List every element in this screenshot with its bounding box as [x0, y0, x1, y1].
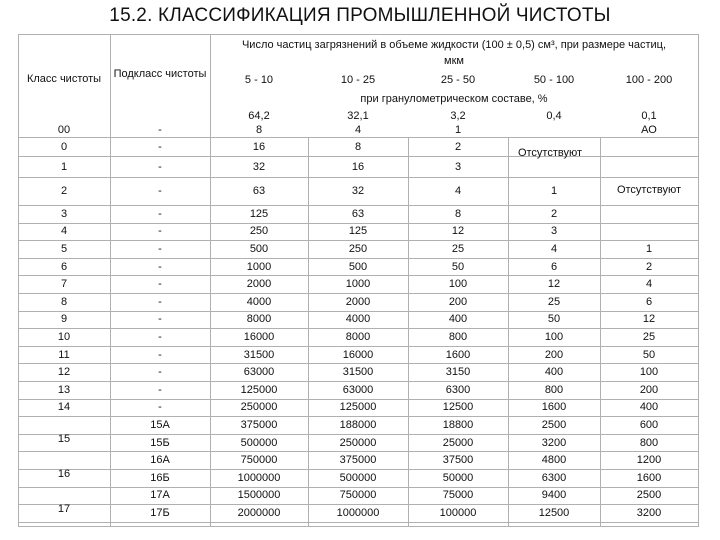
table-hline — [18, 275, 698, 276]
cell-value: 2000 — [246, 278, 272, 291]
cell-value: 16 — [252, 140, 266, 153]
cell-value: 100 — [448, 278, 468, 291]
header-percent: 0,1 — [641, 110, 657, 122]
header-size: 25 - 50 — [440, 74, 476, 86]
table-hline — [18, 177, 698, 178]
header-subclass: Подкласс чистоты — [113, 68, 207, 80]
cell-value: 2 — [454, 140, 462, 153]
cell-absent: Отсутствуют — [517, 147, 583, 159]
cell-subclass: - — [158, 124, 162, 136]
cell-class: 14 — [57, 401, 71, 414]
cell-value: 1 — [454, 124, 462, 136]
cell-class: 0 — [60, 140, 68, 153]
cell-value: 250000 — [240, 401, 278, 414]
cell-class: 7 — [60, 278, 68, 291]
cell-value: АО — [641, 124, 657, 136]
cell-class: 10 — [57, 331, 71, 343]
cell-value: 250000 — [339, 436, 377, 449]
cell-value: 2 — [550, 207, 558, 220]
header-particles-line1: Число частиц загрязнений в объеме жидкости (100 ± 0,5) см³, при размере частиц, — [241, 39, 667, 51]
cell-value: 1500000 — [237, 489, 281, 502]
header-particles-line2: мкм — [444, 55, 464, 67]
classification-table — [18, 34, 698, 527]
cell-value: 12500 — [442, 401, 474, 414]
header-granulometric: при гранулометрическом составе, % — [360, 93, 548, 105]
cell-subclass: 16Б — [150, 471, 170, 484]
cell-subclass: - — [158, 366, 162, 379]
table-hline — [18, 346, 698, 347]
cell-value: 6300 — [541, 471, 567, 484]
header-percent: 0,4 — [546, 110, 562, 122]
cell-class: 13 — [57, 383, 71, 396]
cell-value: 8 — [454, 207, 462, 220]
header-size: 50 - 100 — [533, 74, 575, 86]
cell-value: 125 — [348, 225, 368, 238]
cell-value: 500 — [249, 243, 269, 255]
table-hline — [18, 434, 698, 435]
cell-subclass: - — [158, 278, 162, 291]
cell-value: 2 — [645, 260, 653, 273]
header-percent: 32,1 — [347, 110, 369, 122]
cell-value: 1000 — [345, 278, 371, 291]
cell-value: 4000 — [246, 295, 272, 308]
cell-value: 6300 — [445, 383, 471, 396]
table-hline — [18, 469, 698, 470]
table-hline — [18, 522, 698, 523]
cell-value: 32 — [351, 185, 365, 197]
cell-value: 50 — [451, 260, 465, 273]
header-percent: 3,2 — [450, 110, 466, 122]
cell-value: 200 — [448, 295, 468, 308]
cell-value: 500000 — [240, 436, 278, 449]
cell-value: 3 — [550, 225, 558, 238]
cell-subclass: - — [158, 313, 162, 326]
cell-value: 1000000 — [336, 507, 380, 519]
cell-value: 600 — [639, 419, 659, 431]
cell-class: 1 — [60, 160, 68, 173]
cell-value: 6 — [550, 260, 558, 273]
table-hline — [18, 451, 698, 452]
cell-value: 9400 — [541, 489, 567, 502]
cell-subclass: - — [158, 401, 162, 414]
cell-value: 6 — [645, 295, 653, 308]
cell-value: 750000 — [339, 489, 377, 502]
table-hline — [18, 416, 698, 417]
cell-value: 1600 — [541, 401, 567, 414]
cell-class: 5 — [60, 243, 68, 255]
cell-class: 2 — [60, 185, 68, 197]
cell-value: 4 — [550, 243, 558, 255]
cell-value: 125 — [249, 207, 269, 220]
cell-value: 800 — [544, 383, 564, 396]
cell-value: 63 — [351, 207, 365, 220]
cell-class: 11 — [58, 348, 70, 361]
cell-value: 75000 — [442, 489, 474, 502]
table-hline — [18, 363, 698, 364]
cell-value: 31500 — [243, 348, 275, 361]
cell-value: 800 — [448, 331, 468, 343]
cell-subclass: 17Б — [150, 507, 170, 519]
cell-value: 8000 — [345, 331, 371, 343]
table-hline — [18, 381, 698, 382]
cell-value: 3150 — [445, 366, 471, 379]
table-hline — [18, 293, 698, 294]
cell-class: 4 — [60, 225, 68, 238]
cell-value: 4000 — [345, 313, 371, 326]
table-hline — [18, 311, 698, 312]
cell-class: 12 — [57, 366, 71, 379]
cell-subclass: 15Б — [150, 436, 170, 449]
table-vline — [698, 34, 699, 527]
cell-value: 375000 — [339, 454, 377, 467]
cell-class: 00 — [57, 124, 71, 136]
cell-value: 16000 — [243, 331, 275, 343]
cell-value: 4 — [354, 124, 362, 136]
cell-value: 8 — [255, 124, 263, 136]
cell-class: 3 — [60, 207, 68, 220]
table-hline — [18, 258, 698, 259]
cell-value: 500 — [348, 260, 368, 273]
cell-class: 16 — [57, 468, 71, 480]
table-hline — [18, 399, 698, 400]
cell-subclass: - — [158, 185, 162, 197]
cell-value: 16000 — [342, 348, 374, 361]
cell-subclass: - — [158, 260, 162, 273]
table-hline — [18, 240, 698, 241]
cell-class: 8 — [60, 295, 68, 308]
cell-value: 200 — [544, 348, 564, 361]
cell-value: 25000 — [442, 436, 474, 449]
cell-value: 500000 — [339, 471, 377, 484]
cell-value: 4 — [645, 278, 653, 291]
cell-value: 400 — [544, 366, 564, 379]
cell-value: 2500 — [636, 489, 662, 502]
cell-value: 3200 — [541, 436, 567, 449]
cell-value: 50 — [547, 313, 561, 326]
cell-value: 200 — [639, 383, 659, 396]
cell-value: 100 — [639, 366, 659, 379]
header-size: 5 - 10 — [244, 74, 274, 86]
cell-value: 100000 — [439, 507, 477, 519]
cell-value: 2500 — [541, 419, 567, 431]
cell-absent: Отсутствуют — [616, 184, 682, 196]
table-border-top — [18, 34, 698, 35]
cell-value: 12 — [547, 278, 561, 291]
cell-subclass: 15А — [150, 419, 170, 431]
cell-value: 100 — [544, 331, 564, 343]
table-hline — [18, 487, 698, 488]
cell-subclass: - — [158, 348, 162, 361]
cell-value: 31500 — [342, 366, 374, 379]
cell-value: 1200 — [636, 454, 662, 467]
cell-value: 188000 — [339, 419, 377, 431]
cell-value: 1 — [645, 243, 653, 255]
cell-value: 63 — [252, 185, 266, 197]
cell-value: 375000 — [240, 419, 278, 431]
cell-subclass: - — [158, 225, 162, 238]
page-title: 15.2. КЛАССИФИКАЦИЯ ПРОМЫШЛЕННОЙ ЧИСТОТЫ — [109, 5, 611, 26]
cell-value: 25 — [547, 295, 561, 308]
cell-value: 25 — [451, 243, 465, 255]
cell-value: 32 — [252, 160, 266, 173]
cell-value: 3 — [454, 160, 462, 173]
cell-value: 1000 — [246, 260, 272, 273]
table-hline — [18, 328, 698, 329]
table-hline — [18, 223, 698, 224]
table-border-bottom — [18, 526, 698, 527]
cell-class: 17 — [57, 503, 71, 516]
cell-subclass: - — [158, 140, 162, 153]
cell-class: 6 — [60, 260, 68, 273]
cell-value: 250 — [348, 243, 368, 255]
cell-value: 12 — [451, 225, 465, 238]
cell-class: 15 — [57, 432, 71, 445]
header-size: 10 - 25 — [340, 74, 376, 86]
cell-value: 3200 — [636, 507, 662, 519]
cell-subclass: - — [158, 331, 162, 343]
cell-value: 250 — [249, 225, 269, 238]
cell-value: 63000 — [342, 383, 374, 396]
cell-value: 2000000 — [237, 507, 281, 519]
cell-subclass: - — [158, 160, 162, 173]
cell-subclass: - — [158, 295, 162, 308]
cell-value: 125000 — [339, 401, 377, 414]
cell-value: 63000 — [243, 366, 275, 379]
cell-value: 400 — [639, 401, 659, 414]
cell-value: 18800 — [442, 419, 474, 431]
cell-value: 25 — [642, 331, 656, 343]
cell-value: 400 — [448, 313, 468, 326]
table-hline — [18, 137, 698, 138]
cell-value: 12500 — [538, 507, 570, 519]
cell-subclass: - — [158, 207, 162, 220]
cell-subclass: - — [158, 243, 162, 255]
cell-value: 12 — [642, 313, 656, 326]
cell-value: 4800 — [541, 454, 567, 467]
cell-value: 50000 — [442, 471, 474, 484]
header-percent: 64,2 — [248, 110, 270, 122]
table-hline — [18, 205, 698, 206]
cell-subclass: 16А — [150, 454, 170, 467]
cell-value: 125000 — [240, 383, 278, 396]
cell-value: 37500 — [442, 454, 474, 467]
cell-value: 4 — [454, 185, 462, 197]
cell-value: 1600 — [445, 348, 471, 361]
table-hline — [18, 504, 698, 505]
header-class: Класс чистоты — [26, 73, 102, 85]
cell-value: 8000 — [246, 313, 272, 326]
cell-value: 16 — [351, 160, 365, 173]
cell-value: 800 — [639, 436, 659, 449]
cell-value: 1 — [550, 185, 558, 197]
header-size: 100 - 200 — [625, 74, 673, 86]
cell-value: 1000000 — [237, 471, 281, 484]
cell-value: 50 — [642, 348, 656, 361]
cell-value: 8 — [354, 140, 362, 153]
cell-subclass: - — [158, 383, 162, 396]
cell-subclass: 17А — [150, 489, 170, 502]
cell-value: 1600 — [636, 471, 662, 484]
cell-value: 2000 — [345, 295, 371, 308]
cell-class: 9 — [60, 313, 68, 326]
cell-value: 750000 — [240, 454, 278, 467]
